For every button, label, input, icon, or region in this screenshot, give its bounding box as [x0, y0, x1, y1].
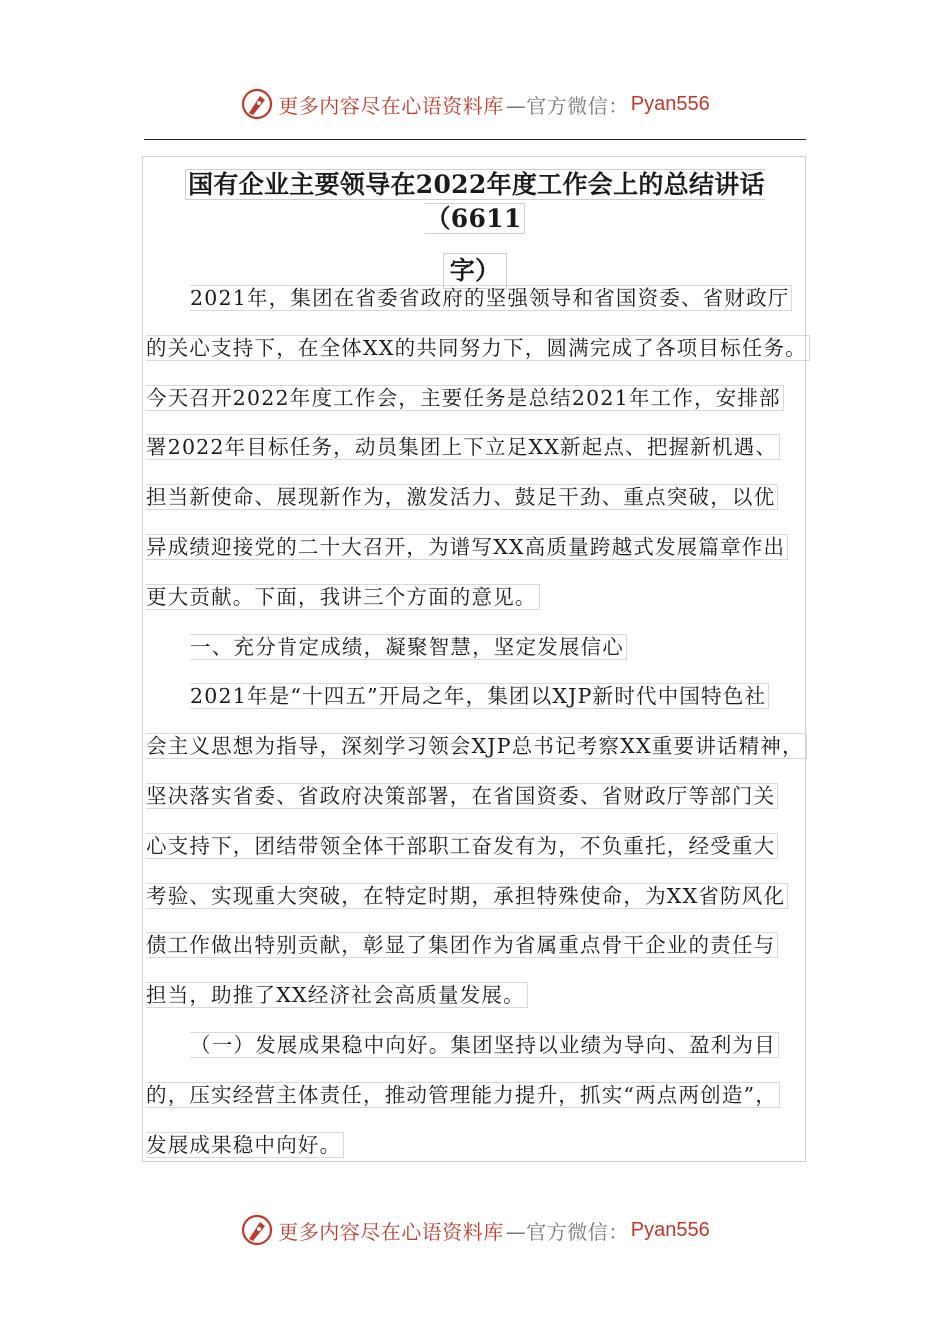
text-line: 考验、实现重大突破，在特定时期，承担特殊使命，为XX省防风化: [146, 872, 806, 922]
title-line-1: 国有企业主要领导在2022年度工作会上的总结讲话（6611: [185, 169, 765, 234]
banner-main-text: 更多内容尽在心语资料库: [278, 93, 504, 118]
text-line: （一）发展成果稳中向好。集团坚持以业绩为导向、盈利为目: [146, 1021, 806, 1071]
text-line: 担当新使命、展现新作为，激发活力、鼓足干劲、重点突破，以优: [146, 473, 806, 523]
section-heading: 一、充分肯定成绩，凝聚智慧，坚定发展信心: [146, 623, 806, 673]
banner-sub-text: —官方微信：: [505, 1219, 629, 1244]
text-line: 异成绩迎接党的二十大召开，为谱写XX高质量跨越式发展篇章作出: [146, 523, 806, 573]
footer-banner: [0, 1210, 950, 1250]
text-line: 的关心支持下，在全体XX的共同努力下，圆满完成了各项目标任务。: [146, 324, 806, 374]
text-line: 坚决落实省委、省政府决策部署，在省国资委、省财政厅等部门关: [146, 772, 806, 822]
text-line: 债工作做出特别贡献，彰显了集团作为省属重点骨干企业的责任与: [146, 921, 806, 971]
title-line-2: 字）: [443, 253, 508, 289]
text-line: 2021年，集团在省委省政府的坚强领导和省国资委、省财政厅: [146, 274, 806, 324]
text-line: 今天召开2022年度工作会，主要任务是总结2021年工作，安排部: [146, 374, 806, 424]
header-rule: [144, 139, 806, 140]
pen-nib-logo-icon: [240, 87, 274, 121]
text-line: 心支持下，团结带领全体干部职工奋发有为，不负重托，经受重大: [146, 822, 806, 872]
text-line: 发展成果稳中向好。: [146, 1121, 806, 1171]
document-title: [150, 168, 800, 289]
banner-main-text: 更多内容尽在心语资料库: [278, 1219, 504, 1244]
pen-nib-logo-icon: [240, 1213, 274, 1247]
text-line: 署2022年目标任务，动员集团上下立足XX新起点、把握新机遇、: [146, 423, 806, 473]
text-line: 更大贡献。下面，我讲三个方面的意见。: [146, 573, 806, 623]
document-body: [146, 274, 806, 1170]
text-line: 的，压实经营主体责任，推动管理能力提升，抓实“两点两创造”，: [146, 1071, 806, 1121]
banner-sub-text: —官方微信：: [505, 93, 629, 118]
banner-wechat-handle: Pyan556: [630, 92, 710, 115]
text-line: 2021年是“十四五”开局之年，集团以XJP新时代中国特色社: [146, 672, 806, 722]
banner-wechat-handle: Pyan556: [630, 1218, 710, 1241]
text-line: 担当，助推了XX经济社会高质量发展。: [146, 971, 806, 1021]
text-line: 会主义思想为指导，深刻学习领会XJP总书记考察XX重要讲话精神，: [146, 722, 806, 772]
header-banner: [0, 84, 950, 124]
